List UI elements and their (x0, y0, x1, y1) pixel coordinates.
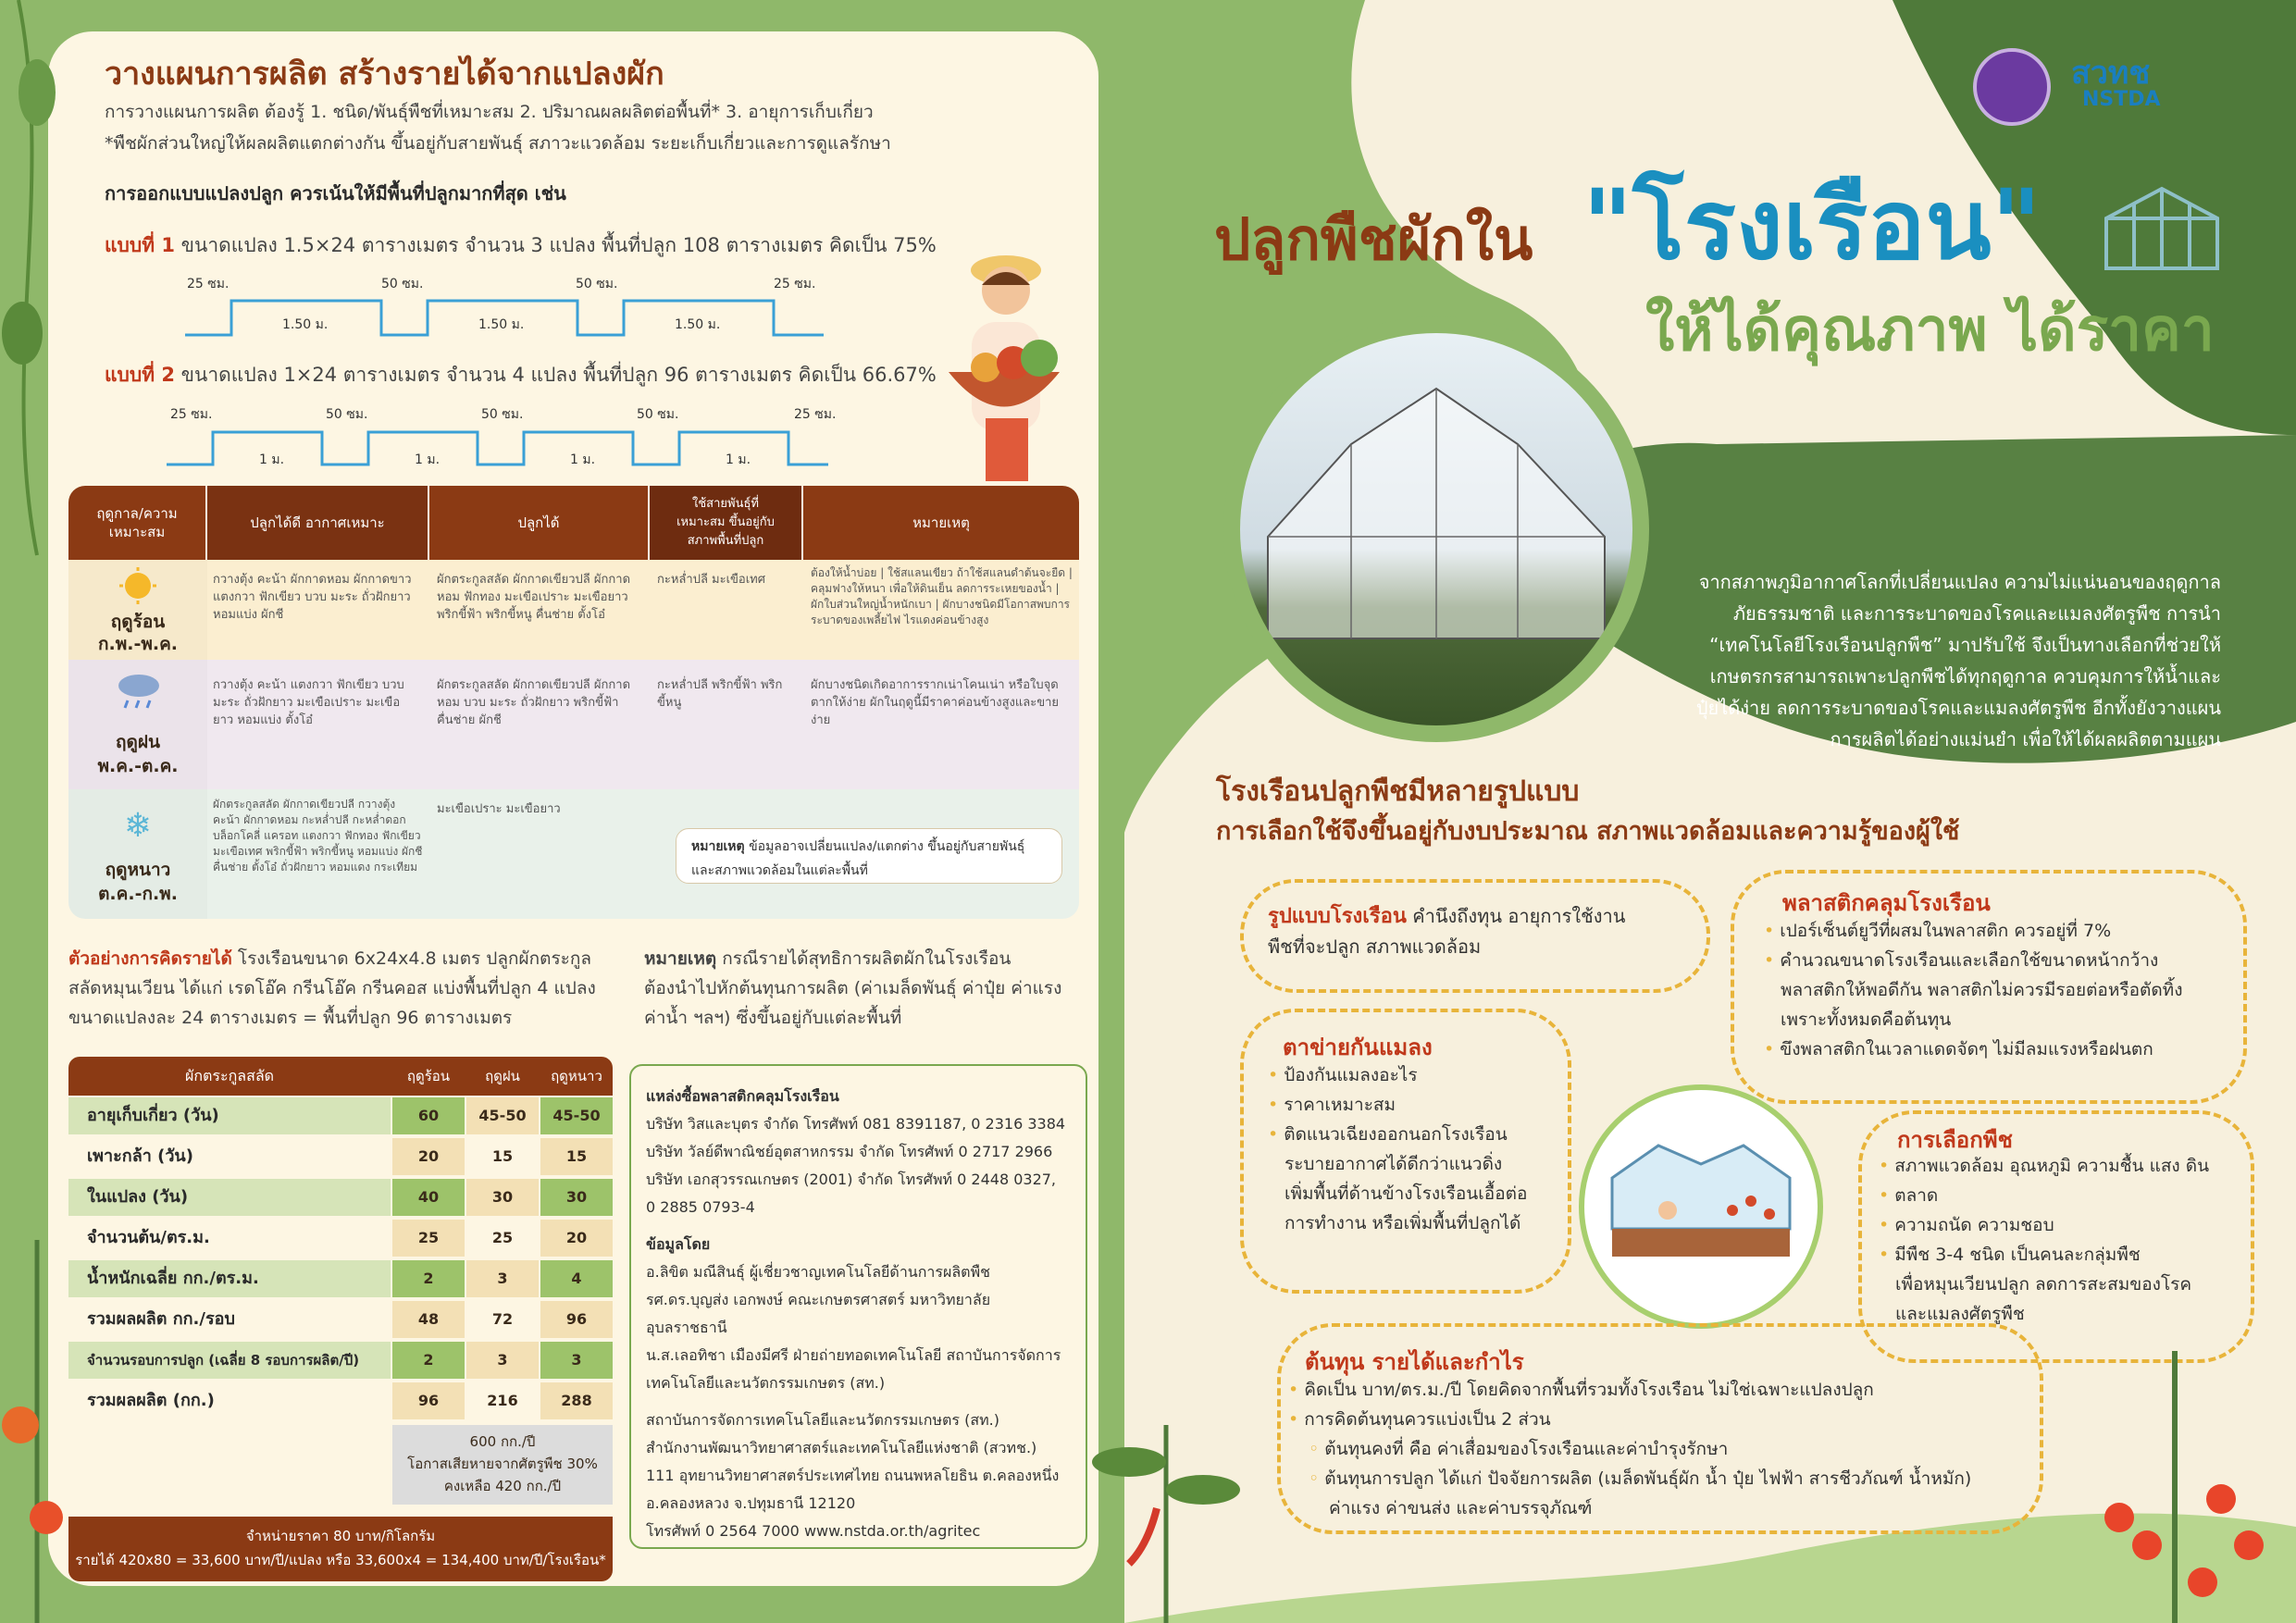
box5-item: ◦ ต้นทุนการปลูก ได้แก่ ปัจจัยการผลิต (เมล็ดพันธุ์ผัก น้ำ ปุ๋ย ไฟฟ้า สารชีวภัณฑ์ น้ำหมัก) (1309, 1468, 1972, 1489)
box1-text-2: พืชที่จะปลูก สภาพแวดล้อม (1268, 935, 1482, 958)
calc-summary-2: โอกาสเสียหายจากศัตรูพืช 30% (407, 1456, 598, 1472)
types-subheading: การเลือกใช้จึงขึ้นอยู่กับงบประมาณ สภาพแวดล้อมและความรู้ของผู้ใช้ (1216, 817, 1960, 846)
calc-cell: 20 (540, 1220, 613, 1257)
income-note-2: ต้องนำไปหักต้นทุนการผลิต (ค่าเมล็ดพันธุ์ ค่าปุ๋ย ค่าแรง (644, 978, 1062, 998)
income-text-1: โรงเรือนขนาด 6x24x4.8 เมตร ปลูกผักตระกูล (231, 948, 592, 969)
sun-icon (113, 567, 163, 604)
header-season: ฤดูกาล/ความ เหมาะสม (68, 486, 205, 560)
income-note (644, 944, 1088, 1033)
box5-item: ◦ ต้นทุนคงที่ คือ ค่าเสื่อมของโรงเรือนและค่าบำรุงรักษา (1309, 1439, 1729, 1459)
intro-line-2: *พืชผักส่วนใหญ่ให้ผลผลิตแตกต่างกัน ขึ้นอยู่กับสายพันธุ์ สภาวะแวดล้อม ระยะเก็บเกี่ยวและการดูแลรักษา (105, 133, 891, 154)
season-cold: ฤดูหนาว (105, 860, 171, 880)
box-greenhouse-type-text (1268, 901, 1703, 961)
calc-cell: 25 (392, 1220, 465, 1257)
org-line: 111 อุทยานวิทยาศาสตร์ประเทศไทย ถนนพหลโยธิน ต.คลองหนึ่ง (646, 1467, 1060, 1484)
box2-list (1764, 916, 2245, 1064)
p2-dim-1: 25 ซม. (170, 407, 213, 422)
p2-bed-2: 1 ม. (415, 452, 441, 467)
p1-bed-2: 1.50 ม. (478, 317, 525, 332)
season-cold-months: ต.ค.-ก.พ. (98, 884, 178, 904)
rain-variety: กะหล่ำปลี พริกขี้ฟ้า พริกขี้หนู (657, 678, 783, 710)
calc-footer-2: รายได้ 420x80 = 33,600 บาท/ปี/แปลง หรือ 33,600x4 = 134,400 บาท/ปี/โรงเรือน* (75, 1552, 606, 1568)
calc-cell: 3 (466, 1260, 539, 1297)
rain-cloud-icon (111, 671, 165, 712)
p2-dim-5: 25 ซม. (794, 407, 837, 422)
credit-line: เทคโนโลยีและนวัตกรรมเกษตร (สท.) (646, 1374, 886, 1392)
pattern-2-text: ขนาดแปลง 1×24 ตารางเมตร จำนวน 4 แปลง พื้นที่ปลูก 96 ตารางเมตร คิดเป็น 66.67% (174, 364, 937, 386)
greenhouse-illustration (1579, 1084, 1823, 1329)
intro-line: จากสภาพภูมิอากาศโลกที่เปลี่ยนแปลง ความไม่แน่นอนของฤดูกาล (1698, 571, 2221, 593)
box5-item: • คิดเป็น บาท/ตร.ม./ปี โดยคิดจากพื้นที่รวมทั้งโรงเรือน ไม่ใช่เฉพาะแปลงปลูก (1288, 1380, 1874, 1400)
box5-list (1288, 1375, 2038, 1523)
intro-line-1: การวางแผนการผลิต ต้องรู้ 1. ชนิด/พันธุ์พืชที่เหมาะสม 2. ปริมาณผลผลิตต่อพื้นที่* 3. อายุการเก็บเกี่ยว (105, 102, 874, 122)
box3-title: ตาข่ายกันแมลง (1283, 1035, 1433, 1060)
calc-cell: 45-50 (466, 1097, 539, 1134)
calc-footer (68, 1517, 613, 1581)
credit-title: ข้อมูลโดย (646, 1235, 711, 1253)
calc-header-hot: ฤดูร้อน (406, 1068, 451, 1084)
calc-header-rain: ฤดูฝน (485, 1068, 520, 1084)
org-line: สถาบันการจัดการเทคโนโลยีและนวัตกรรมเกษตร (สท.) (646, 1411, 999, 1429)
intro-line: การผลิตได้อย่างแม่นยำ เพื่อให้ได้ผลผลิตตามแผน (1830, 728, 2221, 750)
hot-good: กวางตุ้ง คะน้า ผักกาดหอม ผักกาดขาว แตงกวา ฟักเขียว บวบ มะระ ถั่วฝักยาว หอมแบ่ง ผักชี (213, 573, 412, 622)
calc-cell: 30 (540, 1179, 613, 1216)
snowflake-icon: ❄ (123, 807, 153, 845)
org-line: โทรศัพท์ 0 2564 7000 www.nstda.or.th/agritec (646, 1522, 981, 1540)
box2-item: พลาสติกให้พอดีกัน พลาสติกไม่ควรมีรอยต่อหรือตัดทิ้ง (1781, 980, 2183, 1000)
box3-item: • ราคาเหมาะสม (1268, 1095, 1396, 1115)
calc-row-label: จำนวนต้น/ตร.ม. (68, 1220, 391, 1257)
calc-cell: 216 (466, 1382, 539, 1419)
pattern-1-line (105, 231, 937, 259)
p2-dim-4: 50 ซม. (637, 407, 679, 422)
p2-dim-3: 50 ซม. (481, 407, 524, 422)
calc-summary-1: 600 กก./ปี (469, 1433, 536, 1450)
source-line: บริษัท วิสและบุตร จำกัด โทรศัพท์ 081 8391187, 0 2316 3384 (646, 1115, 1066, 1133)
sources-box (629, 1064, 1087, 1549)
tomato-plant-right (2064, 1314, 2296, 1623)
cold-ok: มะเขือเปราะ มะเขือยาว (437, 802, 561, 816)
intro-line: ปุ๋ยได้ง่าย ลดการระบาดของโรคและแมลงศัตรูพืช อีกทั้งยังวางแผน (1695, 697, 2221, 719)
source-line: บริษัท เอกสุวรรณเกษตร (2001) จำกัด โทรศัพท์ 0 2448 0327, (646, 1171, 1057, 1188)
box3-list (1268, 1060, 1564, 1238)
hot-ok: ผักตระกูลสลัด ผักกาดเขียวปลี ผักกาดหอม ฟักทอง มะเขือเปราะ มะเขือยาว พริกขี้ฟ้า พริกขี้หนู คื่นช่าย ตั้งโอ๋ (437, 573, 631, 622)
org-line: อ.คลองหลวง จ.ปทุมธานี 12120 (646, 1494, 856, 1512)
main-title-b: "โรงเรือน" (1582, 168, 2042, 281)
design-heading: การออกแบบแปลงปลูก ควรเน้นให้มีพื้นที่ปลูกมากที่สุด เช่น (105, 182, 566, 204)
types-heading: โรงเรือนปลูกพืชมีหลายรูปแบบ (1216, 775, 1580, 808)
org-line: สำนักงานพัฒนาวิทยาศาสตร์และเทคโนโลยีแห่งชาติ (สวทช.) (646, 1439, 1037, 1456)
box4-list (1879, 1151, 2258, 1329)
pattern-2-line (105, 361, 937, 389)
calc-cell: 15 (466, 1138, 539, 1175)
nstda-logo (2071, 57, 2161, 111)
sources-title: แหล่งซื้อพลาสติกคลุมโรงเรือน (646, 1087, 839, 1105)
calc-cell: 45-50 (540, 1097, 613, 1134)
season-hot-months: ก.พ.-พ.ค. (97, 634, 179, 654)
calc-row-label: จำนวนรอบการปลูก (เฉลี่ย 8 รอบการผลิต/ปี) (68, 1342, 391, 1379)
calc-row-label: ในแปลง (วัน) (68, 1179, 391, 1216)
box1-text-1: คำนึงถึงทุน อายุการใช้งาน (1406, 905, 1626, 927)
season-table (68, 486, 1079, 919)
credit-line: น.ส.เลอทิชา เมืองมีศรี ฝ่ายถ่ายทอดเทคโนโลยี สถาบันการจัดการ (646, 1346, 1061, 1364)
box1-title: รูปแบบโรงเรือน (1268, 905, 1407, 928)
p2-bed-3: 1 ม. (570, 452, 596, 467)
calc-cell: 48 (392, 1301, 465, 1338)
calc-cell: 40 (392, 1179, 465, 1216)
hot-variety: กะหล่ำปลี มะเขือเทศ (657, 573, 765, 587)
income-text (68, 944, 624, 1033)
box4-item: • มีพืช 3-4 ชนิด เป็นคนละกลุ่มพืช (1879, 1245, 2141, 1265)
box2-item: • เปอร์เซ็นต์ยูวีที่ผสมในพลาสติก ควรอยู่ที่ 7% (1764, 921, 2112, 941)
main-title-a: ปลูกพืชผักใน (1214, 205, 1533, 273)
pattern-1-text: ขนาดแปลง 1.5×24 ตารางเมตร จำนวน 3 แปลง พื้นที่ปลูก 108 ตารางเมตร คิดเป็น 75% (174, 234, 937, 256)
box3-item: • ป้องกันแมลงอะไร (1268, 1065, 1418, 1085)
calc-cell: 96 (540, 1301, 613, 1338)
calc-cell: 30 (466, 1179, 539, 1216)
nstda-logo-thai: สวทช (2071, 55, 2151, 92)
header-good: ปลูกได้ดี อากาศเหมาะ (207, 486, 428, 560)
calc-cell: 96 (392, 1382, 465, 1419)
box3-item: การทำงาน หรือเพิ่มพื้นที่ปลูกได้ (1285, 1213, 1521, 1233)
calc-footer-1: จำหน่ายราคา 80 บาท/กิโลกรัม (245, 1528, 436, 1544)
tomato-plant-left (0, 1240, 74, 1623)
p2-bed-4: 1 ม. (726, 452, 751, 467)
p1-dim-1: 25 ซม. (187, 277, 230, 291)
intro-line: เกษตรกรสามารถเพาะปลูกพืชได้ทุกฤดูกาล ควบคุมการให้น้ำและ (1709, 665, 2221, 688)
income-label: ตัวอย่างการคิดรายได้ (68, 948, 232, 969)
chili-plant (1074, 1388, 1259, 1623)
calc-summary-3: คงเหลือ 420 กก./ปี (443, 1478, 562, 1494)
box4-title: การเลือกพืช (1897, 1127, 2013, 1153)
cold-good: ผักตระกูลสลัด ผักกาดเขียวปลี กวางตุ้ง คะน้า ผักกาดหอม กะหล่ำปลี กะหล่ำดอก บล็อกโคลี่ แครอท แตงกวา ฟักทอง ฟักเขียว มะเขือเทศ พริกขี้ฟ้า พริกขี้หนู หอมแบ่ง ผักชี คื่นช่าย ตั้งโอ๋ ถั่วฝักยาว หอมแดง กระเทียม (213, 798, 423, 873)
income-note-3: ค่าน้ำ ฯลฯ) ซึ่งขึ้นอยู่กับแต่ละพื้นที่ (644, 1008, 902, 1028)
calc-cell: 72 (466, 1301, 539, 1338)
calc-row-label: อายุเก็บเกี่ยว (วัน) (68, 1097, 391, 1134)
intro-paragraph (1657, 566, 2221, 755)
pattern-1-label: แบบที่ 1 (105, 234, 175, 256)
pattern-2-label: แบบที่ 2 (105, 364, 175, 386)
box4-item: • ความถนัด ความชอบ (1879, 1215, 2054, 1235)
calc-cell: 2 (392, 1260, 465, 1297)
season-rain: ฤดูฝน (116, 732, 160, 752)
p1-dim-4: 25 ซม. (774, 277, 816, 291)
rain-ok: ผักตระกูลสลัด ผักกาดเขียวปลี ผักกาดหอม บวบ มะระ ถั่วฝักยาว พริกขี้ฟ้า คื่นช่าย ผักชี (437, 678, 631, 727)
calc-row-label: เพาะกล้า (วัน) (68, 1138, 391, 1175)
box3-item: เพิ่มพื้นที่ด้านข้างโรงเรือนเอื้อต่อ (1285, 1183, 1528, 1204)
box3-item: ระบายอากาศได้ดีกว่าแนวดิ่ง (1285, 1154, 1503, 1174)
credit-line: รศ.ดร.บุญส่ง เอกพงษ์ คณะเกษตรศาสตร์ มหาวิทยาลัยอุบลราชธานี (646, 1291, 991, 1336)
source-line: 0 2885 0793-4 (646, 1198, 755, 1216)
intro-line: ภัยธรรมชาติ และการระบาดของโรคและแมลงศัตรูพืช การนำ (1732, 602, 2221, 625)
calc-cell: 25 (466, 1220, 539, 1257)
calc-cell: 3 (466, 1342, 539, 1379)
calc-cell: 20 (392, 1138, 465, 1175)
box4-item: เพื่อหมุนเวียนปลูก ลดการสะสมของโรค (1895, 1274, 2192, 1295)
box4-item: • ตลาด (1879, 1185, 1939, 1206)
calc-row (68, 1301, 613, 1338)
season-rain-months: พ.ค.-ต.ค. (97, 756, 179, 776)
box4-item: • สภาพแวดล้อม อุณหภูมิ ความชื้น แสง ดิน (1879, 1156, 2210, 1176)
income-note-label: หมายเหตุ (644, 948, 717, 969)
income-text-2: สลัดหมุนเวียน ได้แก่ เรดโอ๊ค กรีนโอ๊ค กรีนคอส แบ่งพื้นที่ปลูก 4 แปลง (68, 978, 596, 998)
calc-row-label: รวมผลผลิต กก./รอบ (68, 1301, 391, 1338)
calc-row (68, 1342, 613, 1379)
intro-line: “เทคโนโลยีโรงเรือนปลูกพืช” มาปรับใช้ จึงเป็นทางเลือกที่ช่วยให้ (1709, 634, 2221, 656)
p2-bed-1: 1 ม. (259, 452, 285, 467)
nstda-logo-en: NSTDA (2082, 88, 2161, 111)
left-title: วางแผนการผลิต สร้างรายได้จากแปลงผัก (105, 56, 664, 93)
calc-cell: 3 (540, 1342, 613, 1379)
income-text-3: ขนาดแปลงละ 24 ตารางเมตร = พื้นที่ปลูก 96 ตารางเมตร (68, 1008, 513, 1028)
season-hot: ฤดูร้อน (110, 612, 166, 632)
main-subtitle: ให้ได้คุณภาพ ได้ราคา (1645, 296, 2215, 365)
calc-cell: 4 (540, 1260, 613, 1297)
p2-dim-2: 50 ซม. (326, 407, 368, 422)
p1-dim-2: 50 ซม. (381, 277, 424, 291)
calc-row (68, 1260, 613, 1297)
calc-cell: 60 (392, 1097, 465, 1134)
calc-cell: 15 (540, 1138, 613, 1175)
hot-note: ต้องให้น้ำบ่อย | ใช้สแลนเขียว ถ้าใช้สแลนดำต้นจะยืด | คลุมฟางให้หนา เพื่อให้ดินเย็น ลดการระเหยของน้ำ | ผักใบส่วนใหญ่น้ำหนักเบา | ผักบางชนิดมีโอกาสพบการระบาดของเพลี้ยไฟ ไรแดงค่อนข้างสูง (811, 566, 1073, 626)
box5-title: ต้นทุน รายได้และกำไร (1305, 1349, 1524, 1375)
header-variety: ใช้สายพันธุ์ที่ เหมาะสม ขึ้นอยู่กับ สภาพพื้นที่ปลูก (650, 486, 801, 560)
p1-bed-1: 1.50 ม. (282, 317, 329, 332)
box5-item: • การคิดต้นทุนควรแบ่งเป็น 2 ส่วน (1288, 1409, 1551, 1430)
header-note: หมายเหตุ (803, 486, 1079, 560)
calc-header-cold: ฤดูหนาว (551, 1068, 602, 1084)
season-remark-label: หมายเหตุ (691, 839, 745, 854)
p1-bed-3: 1.50 ม. (675, 317, 721, 332)
calc-cell: 288 (540, 1382, 613, 1419)
box2-item: • คำนวณขนาดโรงเรือนและเลือกใช้ขนาดหน้ากว้าง (1764, 950, 2159, 971)
rain-note: ผักบางชนิดเกิดอาการรากเน่าโคนเน่า หรือใบจุดตากให้ง่าย ผักในฤดูนี้มีราคาค่อนข้างสูงและขายง่าย (811, 678, 1060, 727)
income-note-1: กรณีรายได้สุทธิการผลิตผักในโรงเรือน (716, 948, 1011, 969)
header-ok: ปลูกได้ (429, 486, 648, 560)
box4-item: และแมลงศัตรูพืช (1895, 1304, 2025, 1324)
box2-item: • ขึงพลาสติกในเวลาแดดจัดๆ ไม่มีลมแรงหรือฝนตก (1764, 1039, 2153, 1059)
calc-row-label: น้ำหนักเฉลี่ย กก./ตร.ม. (68, 1260, 391, 1297)
credit-line: อ.ลิขิต มณีสินธุ์ ผู้เชี่ยวชาญเทคโนโลยีด้านการผลิตพืช (646, 1263, 990, 1281)
calc-header-crop: ผักตระกูลสลัด (184, 1067, 275, 1084)
source-line: บริษัท วัลย์ดีพาณิชย์อุตสาหกรรม จำกัด โทรศัพท์ 0 2717 2966 (646, 1143, 1053, 1160)
box2-item: เพราะทั้งหมดคือต้นทุน (1781, 1010, 1952, 1030)
rain-good: กวางตุ้ง คะน้า แตงกวา ฟักเขียว บวบ มะระ ถั่วฝักยาว มะเขือเปราะ มะเขือยาว หอมแบ่ง ตั้งโอ๋ (213, 678, 404, 727)
calc-row (68, 1220, 613, 1257)
calc-row (68, 1382, 613, 1419)
calc-cell: 2 (392, 1342, 465, 1379)
box2-title: พลาสติกคลุมโรงเรือน (1782, 890, 1991, 916)
greenhouse-icon (2097, 181, 2227, 278)
calc-summary (392, 1425, 613, 1505)
box5-item: ค่าแรง ค่าขนส่ง และค่าบรรจุภัณฑ์ (1329, 1498, 1593, 1518)
box3-item: • ติดแนวเฉียงออกนอกโรงเรือน (1268, 1124, 1508, 1145)
calc-row-label: รวมผลผลิต (กก.) (68, 1382, 391, 1419)
greenhouse-photo (1240, 333, 1632, 725)
farmer-illustration (930, 242, 1078, 488)
season-remark-text: ข้อมูลอาจเปลี่ยนแปลง/แตกต่าง ขึ้นอยู่กับสายพันธุ์และสภาพแวดล้อมในแต่ละพื้นที่ (691, 839, 1025, 878)
calc-row (68, 1179, 613, 1216)
calc-row (68, 1138, 613, 1175)
institute-seal-logo (1973, 48, 2051, 126)
p1-dim-3: 50 ซม. (576, 277, 618, 291)
calc-row (68, 1097, 613, 1134)
season-remark-box (676, 828, 1062, 884)
